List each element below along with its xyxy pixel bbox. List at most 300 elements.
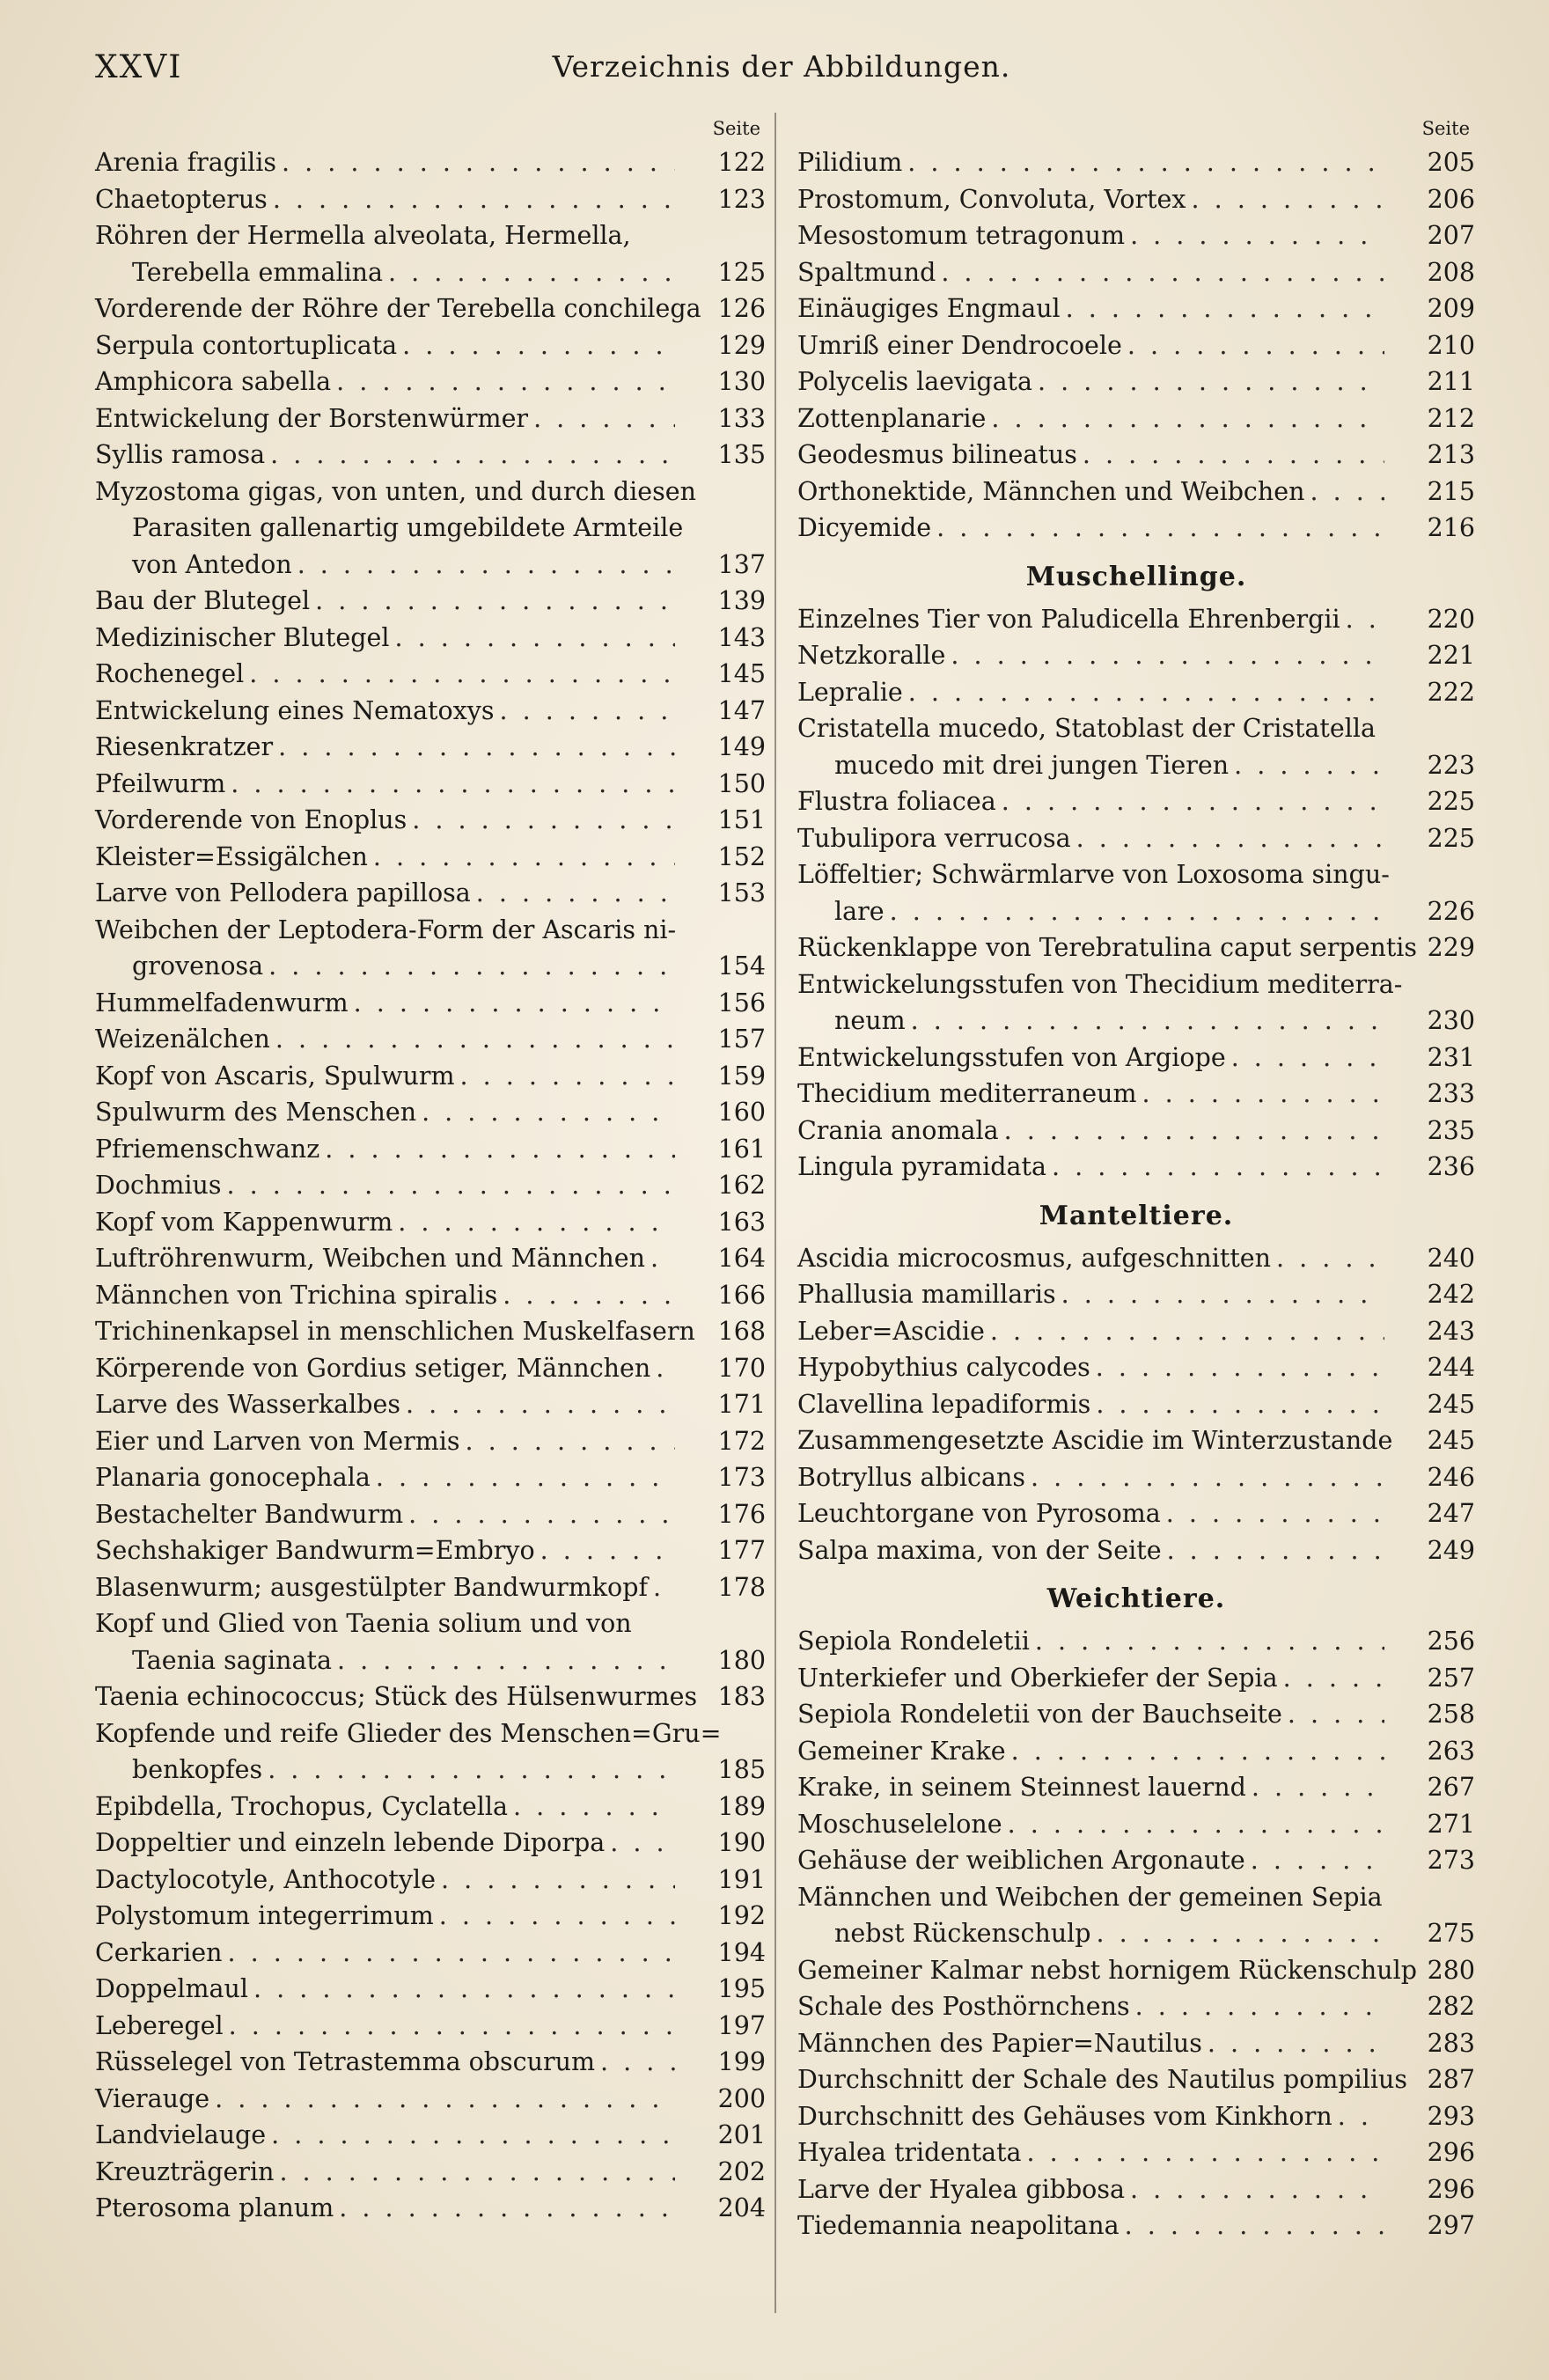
index-entry xyxy=(797,2061,1475,2098)
section-heading: Manteltiere. xyxy=(1039,1200,1234,1231)
index-entry xyxy=(95,400,766,437)
index-entry xyxy=(797,1313,1475,1350)
entry-page-number: 206 xyxy=(1427,184,1475,214)
entry-text: Leberegel xyxy=(95,2010,224,2040)
entry-page-number: 204 xyxy=(717,2193,766,2222)
dot-leader xyxy=(1011,1733,1384,1770)
entry-page-number: 297 xyxy=(1427,2211,1475,2240)
index-entry xyxy=(95,1825,766,1862)
section-heading: Weichtiere. xyxy=(1046,1583,1226,1614)
entry-text: Pfeilwurm xyxy=(95,768,226,798)
dot-leader xyxy=(1191,181,1384,218)
index-entry xyxy=(95,1131,766,1168)
entry-text: Einzelnes Tier von Paludicella Ehrenbergii xyxy=(797,604,1340,634)
entry-text: Weizenälchen xyxy=(95,1025,270,1054)
entry-text: lare xyxy=(834,896,885,926)
index-entry xyxy=(797,437,1475,474)
dot-leader xyxy=(907,144,1384,181)
entry-page-number: 231 xyxy=(1427,1042,1475,1072)
index-entry xyxy=(797,966,1475,1039)
index-entry xyxy=(797,1349,1475,1386)
dot-leader xyxy=(402,327,675,364)
entry-page-number: 230 xyxy=(1427,1006,1475,1035)
entry-text: Kopf von Ascaris, Spulwurm xyxy=(95,1061,455,1091)
entry-page-number: 205 xyxy=(1427,148,1475,177)
entry-page-number: 235 xyxy=(1427,1115,1475,1145)
index-entry xyxy=(95,1167,766,1204)
entry-text: Röhren der Hermella alveolata, Hermella, xyxy=(95,221,631,250)
entry-text: Kreuzträgerin xyxy=(95,2156,275,2186)
entry-page-number: 211 xyxy=(1427,367,1475,396)
index-entry xyxy=(95,1423,766,1460)
left-column xyxy=(95,113,766,2227)
index-entry xyxy=(797,1733,1475,1770)
entry-page-number: 152 xyxy=(717,841,766,871)
entry-page-number: 210 xyxy=(1427,330,1475,360)
dot-leader xyxy=(408,1496,675,1533)
dot-leader xyxy=(991,400,1384,437)
dot-leader xyxy=(297,547,675,584)
index-entry xyxy=(797,2207,1475,2244)
entry-text: von Antedon xyxy=(132,549,292,579)
dot-leader xyxy=(339,2190,675,2227)
index-entry xyxy=(95,1350,766,1387)
running-title: Verzeichnis der Abbildungen. xyxy=(552,49,1011,84)
entry-text: grovenosa xyxy=(132,951,264,981)
dot-leader xyxy=(1166,1495,1384,1532)
entry-page-number: 154 xyxy=(717,951,766,981)
entry-page-number: 185 xyxy=(717,1755,766,1784)
page-number: XXVI xyxy=(95,49,183,85)
entry-page-number: 180 xyxy=(717,1645,766,1675)
entry-page-number: 202 xyxy=(717,2156,766,2186)
index-entry xyxy=(95,2081,766,2118)
entry-text: Lepralie xyxy=(797,677,903,707)
dot-leader xyxy=(412,802,675,839)
dot-leader xyxy=(513,1789,675,1825)
entry-text: Dochmius xyxy=(95,1171,222,1200)
entry-text: Terebella emmalina xyxy=(132,257,384,287)
index-entry xyxy=(95,2190,766,2227)
entry-page-number: 151 xyxy=(717,805,766,834)
entry-text: Männchen von Trichina spiralis xyxy=(95,1280,498,1310)
dot-leader xyxy=(1096,1349,1384,1386)
entry-page-number: 153 xyxy=(717,878,766,907)
index-entry xyxy=(95,839,766,876)
seite-label: Seite xyxy=(1421,118,1470,139)
entry-text: Polycelis laevigata xyxy=(797,367,1033,396)
index-entry xyxy=(95,181,766,218)
index-entry xyxy=(797,1806,1475,1843)
index-entry xyxy=(797,1113,1475,1150)
index-entry xyxy=(95,474,766,584)
entry-text: Serpula contortuplicata xyxy=(95,330,398,360)
entry-text: Leuchtorgane von Pyrosoma xyxy=(797,1499,1161,1528)
index-entry xyxy=(797,2134,1475,2171)
entry-text: Vorderende der Röhre der Terebella conchilega xyxy=(95,294,701,323)
dot-leader xyxy=(1338,2098,1384,2135)
entry-text: Prostomum, Convoluta, Vortex xyxy=(797,184,1186,214)
dot-leader xyxy=(325,1131,675,1168)
entry-text: Gemeiner Kalmar nebst hornigem Rückenschulp xyxy=(797,1955,1417,1985)
entry-text: Entwickelung der Borstenwürmer xyxy=(95,403,529,433)
entry-text: Sepiola Rondeletii xyxy=(797,1627,1030,1656)
index-entry xyxy=(797,2171,1475,2208)
dot-leader xyxy=(376,1459,675,1496)
entry-page-number: 282 xyxy=(1427,1992,1475,2021)
entry-page-number: 207 xyxy=(1427,221,1475,250)
entry-page-number: 178 xyxy=(717,1572,766,1602)
dot-leader xyxy=(268,948,675,985)
dot-leader xyxy=(1127,327,1384,364)
entry-text: Zottenplanarie xyxy=(797,403,987,433)
dot-leader xyxy=(1083,437,1384,474)
index-entry xyxy=(95,729,766,766)
entry-text: Krake, in seinem Steinnest lauernd xyxy=(797,1773,1246,1802)
entry-page-number: 263 xyxy=(1427,1736,1475,1766)
entry-text: Gemeiner Krake xyxy=(797,1736,1006,1766)
index-entry xyxy=(95,1898,766,1935)
entry-page-number: 225 xyxy=(1427,823,1475,853)
index-entry xyxy=(797,1879,1475,1952)
index-entry xyxy=(797,400,1475,437)
dot-leader xyxy=(249,656,675,693)
entry-text: Luftröhrenwurm, Weibchen und Männchen xyxy=(95,1244,646,1273)
entry-page-number: 192 xyxy=(717,1901,766,1930)
dot-leader xyxy=(388,254,675,291)
dot-leader xyxy=(499,693,675,730)
entry-page-number: 145 xyxy=(717,659,766,688)
entry-page-number: 183 xyxy=(717,1682,766,1711)
entry-page-number: 229 xyxy=(1427,933,1475,962)
index-entry xyxy=(797,820,1475,857)
dot-leader xyxy=(653,1569,675,1606)
index-entry xyxy=(797,637,1475,674)
index-entry xyxy=(797,1660,1475,1697)
entry-page-number: 171 xyxy=(717,1390,766,1419)
entry-text: Crania anomala xyxy=(797,1115,999,1145)
entry-text: Rüsselegel von Tetrastemma obscurum xyxy=(95,2047,595,2076)
entry-text: Durchschnitt der Schale des Nautilus pompilius xyxy=(797,2065,1407,2094)
section-heading: Muschellinge. xyxy=(1025,561,1247,592)
index-entry xyxy=(797,510,1475,547)
index-entry xyxy=(95,144,766,181)
entry-page-number: 197 xyxy=(717,2010,766,2040)
dot-leader xyxy=(231,766,675,803)
dot-leader xyxy=(373,839,675,876)
page-header xyxy=(95,44,1468,97)
dot-leader xyxy=(1004,1113,1384,1150)
entry-page-number: 247 xyxy=(1427,1499,1475,1528)
entry-page-number: 244 xyxy=(1427,1353,1475,1382)
entry-text: Leber=Ascidie xyxy=(797,1316,985,1346)
entry-text: Larve von Pellodera papillosa xyxy=(95,878,471,907)
entry-page-number: 258 xyxy=(1427,1700,1475,1729)
dot-leader xyxy=(1231,1039,1384,1076)
dot-leader xyxy=(1002,783,1384,820)
index-entry xyxy=(797,1769,1475,1806)
entry-text: Myzostoma gigas, von unten, und durch diesen xyxy=(95,476,696,506)
entry-text: Parasiten gallenartig umgebildete Armteile xyxy=(132,513,684,542)
entry-page-number: 256 xyxy=(1427,1627,1475,1656)
index-entry xyxy=(95,1532,766,1569)
entry-page-number: 176 xyxy=(717,1499,766,1529)
index-entry xyxy=(95,1935,766,1972)
entry-page-number: 164 xyxy=(717,1244,766,1273)
entry-text: Taenia echinococcus; Stück des Hülsenwurmes xyxy=(95,1682,698,1711)
entry-page-number: 275 xyxy=(1427,1919,1475,1948)
index-entry xyxy=(95,1386,766,1423)
dot-leader xyxy=(315,583,675,620)
dot-leader xyxy=(540,1532,675,1569)
entry-text: Amphicora sabella xyxy=(95,367,332,396)
index-entry xyxy=(95,437,766,474)
index-entry xyxy=(797,474,1475,511)
entry-text: Entwickelungsstufen von Argiope xyxy=(797,1042,1226,1072)
index-entry xyxy=(95,875,766,912)
index-entry xyxy=(797,1842,1475,1879)
dot-leader xyxy=(1027,2134,1384,2171)
entry-page-number: 293 xyxy=(1427,2101,1475,2131)
dot-leader xyxy=(1061,1276,1384,1313)
index-entry xyxy=(95,2117,766,2154)
entry-page-number: 130 xyxy=(717,367,766,396)
entry-text: Hypobythius calycodes xyxy=(797,1353,1090,1382)
index-entry xyxy=(797,2098,1475,2135)
index-entry xyxy=(95,1715,766,1789)
dot-leader xyxy=(439,1898,675,1935)
entry-text: Taenia saginata xyxy=(132,1645,332,1675)
dot-leader xyxy=(1283,1660,1384,1697)
entry-page-number: 208 xyxy=(1427,257,1475,287)
dot-leader xyxy=(228,1935,675,1972)
dot-leader xyxy=(990,1313,1384,1350)
entry-text: Dactylocotyle, Anthocotyle xyxy=(95,1864,436,1894)
entry-text: Rückenklappe von Terebratulina caput serpentis xyxy=(797,933,1418,962)
entry-text: Polystomum integerrimum xyxy=(95,1901,434,1930)
index-entry xyxy=(797,364,1475,400)
entry-page-number: 147 xyxy=(717,695,766,725)
entry-page-number: 150 xyxy=(717,768,766,798)
dot-leader xyxy=(1125,2207,1384,2244)
entry-page-number: 125 xyxy=(717,257,766,287)
entry-page-number: 222 xyxy=(1427,677,1475,707)
entry-page-number: 271 xyxy=(1427,1809,1475,1839)
entry-page-number: 283 xyxy=(1427,2028,1475,2058)
index-entry xyxy=(95,802,766,839)
entry-text: Tubulipora verrucosa xyxy=(797,823,1071,853)
dot-leader xyxy=(1066,290,1384,327)
dot-leader xyxy=(406,1386,675,1423)
dot-leader xyxy=(1031,1459,1384,1496)
entry-page-number: 215 xyxy=(1427,476,1475,506)
entry-page-number: 163 xyxy=(717,1207,766,1237)
dot-leader xyxy=(279,2154,675,2191)
column-divider xyxy=(774,113,776,2313)
dot-leader xyxy=(278,729,675,766)
index-entry xyxy=(95,1277,766,1314)
entry-text: Bau der Blutegel xyxy=(95,586,311,615)
index-entry xyxy=(95,1971,766,2008)
entry-page-number: 149 xyxy=(717,732,766,761)
entry-text: Kopfende und reife Glieder des Menschen=Gru= xyxy=(95,1718,722,1748)
entry-text: Sepiola Rondeletii von der Bauchseite xyxy=(797,1700,1282,1729)
entry-text: Salpa maxima, von der Seite xyxy=(797,1535,1162,1565)
index-entry xyxy=(797,144,1475,181)
entry-text: Pilidium xyxy=(797,148,903,177)
index-entry xyxy=(95,2044,766,2081)
index-entry xyxy=(797,674,1475,711)
dot-leader xyxy=(336,364,675,400)
index-entry xyxy=(95,583,766,620)
entry-text: nebst Rückenschulp xyxy=(834,1919,1091,1948)
index-entry xyxy=(797,1459,1475,1496)
index-entry xyxy=(95,1240,766,1277)
right-section-list xyxy=(797,144,1475,2244)
index-entry xyxy=(95,656,766,693)
dot-leader xyxy=(1130,217,1384,254)
entry-text: Löffeltier; Schwärmlarve von Loxosoma singu- xyxy=(797,860,1390,889)
index-entry xyxy=(797,929,1475,966)
dot-leader xyxy=(941,254,1384,291)
entry-page-number: 225 xyxy=(1427,787,1475,816)
index-entry xyxy=(95,2154,766,2191)
entry-text: Entwickelungsstufen von Thecidium mediterra- xyxy=(797,969,1403,999)
index-entry xyxy=(797,1240,1475,1277)
index-entry xyxy=(797,601,1475,638)
entry-page-number: 173 xyxy=(717,1463,766,1492)
entry-page-number: 172 xyxy=(717,1426,766,1456)
dot-leader xyxy=(215,2081,675,2118)
entry-page-number: 162 xyxy=(717,1171,766,1200)
entry-text: Spaltmund xyxy=(797,257,936,287)
index-entry xyxy=(95,1021,766,1058)
entry-text: Kleister=Essigälchen xyxy=(95,841,368,871)
entry-page-number: 246 xyxy=(1427,1462,1475,1492)
entry-page-number: 212 xyxy=(1427,403,1475,433)
index-entry xyxy=(95,620,766,657)
dot-leader xyxy=(1038,364,1384,400)
entry-text: Vierauge xyxy=(95,2083,210,2113)
dot-leader xyxy=(422,1094,675,1131)
entry-text: benkopfes xyxy=(132,1755,263,1784)
entry-page-number: 160 xyxy=(717,1098,766,1127)
dot-leader xyxy=(1035,1623,1384,1660)
entry-page-number: 242 xyxy=(1427,1280,1475,1309)
index-entry xyxy=(95,2008,766,2045)
index-entry xyxy=(797,217,1475,254)
entry-text: Riesenkratzer xyxy=(95,732,274,761)
entry-page-number: 177 xyxy=(717,1536,766,1565)
index-entry xyxy=(797,2025,1475,2062)
index-entry xyxy=(95,912,766,985)
entry-page-number: 287 xyxy=(1427,2065,1475,2094)
index-entry xyxy=(95,1789,766,1825)
dot-leader xyxy=(908,674,1384,711)
entry-page-number: 201 xyxy=(717,2120,766,2149)
entry-page-number: 273 xyxy=(1427,1846,1475,1875)
index-entry xyxy=(797,1495,1475,1532)
entry-text: Dicyemide xyxy=(797,513,932,542)
entry-text: Larve der Hyalea gibbosa xyxy=(797,2174,1125,2204)
index-entry xyxy=(797,1276,1475,1313)
entry-text: Hummelfadenwurm xyxy=(95,988,349,1017)
index-entry xyxy=(95,364,766,400)
dot-leader xyxy=(354,985,675,1022)
entry-text: Lingula pyramidata xyxy=(797,1152,1046,1181)
entry-text: Spulwurm des Menschen xyxy=(95,1098,417,1127)
entry-text: Trichinenkapsel in menschlichen Muskelfasern xyxy=(95,1317,695,1346)
entry-page-number: 243 xyxy=(1427,1316,1475,1346)
dot-leader xyxy=(226,1167,675,1204)
entry-page-number: 135 xyxy=(717,440,766,469)
entry-text: Männchen und Weibchen der gemeinen Sepia xyxy=(797,1882,1383,1912)
entry-text: neum xyxy=(834,1006,906,1035)
dot-leader xyxy=(1052,1149,1384,1186)
entry-page-number: 296 xyxy=(1427,2174,1475,2204)
dot-leader xyxy=(656,1350,675,1387)
entry-page-number: 195 xyxy=(717,1974,766,2003)
entry-page-number: 166 xyxy=(717,1280,766,1310)
dot-leader xyxy=(610,1825,675,1862)
index-entry xyxy=(797,1039,1475,1076)
entry-page-number: 245 xyxy=(1427,1426,1475,1455)
entry-text: Hyalea tridentata xyxy=(797,2138,1022,2167)
entry-page-number: 249 xyxy=(1427,1535,1475,1565)
entry-text: Moschuselelone xyxy=(797,1809,1002,1839)
dot-leader xyxy=(650,1240,675,1277)
index-entry xyxy=(797,1149,1475,1186)
entry-page-number: 137 xyxy=(717,549,766,579)
entry-text: Entwickelung eines Nematoxys xyxy=(95,695,495,725)
entry-page-number: 257 xyxy=(1427,1663,1475,1693)
dot-leader xyxy=(1251,1842,1384,1879)
entry-page-number: 280 xyxy=(1427,1955,1475,1985)
entry-text: Blasenwurm; ausgestülpter Bandwurmkopf xyxy=(95,1572,648,1602)
entry-text: Zusammengesetzte Ascidie im Winterzustande xyxy=(797,1426,1393,1455)
dot-leader xyxy=(936,510,1384,547)
entry-text: Bestachelter Bandwurm xyxy=(95,1499,404,1529)
entry-text: Mesostomum tetragonum xyxy=(797,221,1126,250)
entry-page-number: 213 xyxy=(1427,440,1475,469)
index-entry xyxy=(95,1094,766,1131)
entry-page-number: 126 xyxy=(717,294,766,323)
entry-page-number: 296 xyxy=(1427,2138,1475,2167)
index-entry xyxy=(797,1623,1475,1660)
index-entry xyxy=(95,1569,766,1606)
index-entry xyxy=(797,856,1475,929)
dot-leader xyxy=(1142,1076,1384,1113)
entry-text: Cerkarien xyxy=(95,1937,223,1967)
entry-text: Unterkiefer und Oberkiefer der Sepia xyxy=(797,1663,1278,1693)
entry-text: Epibdella, Trochopus, Cyclatella xyxy=(95,1791,508,1821)
entry-page-number: 189 xyxy=(717,1791,766,1821)
entry-page-number: 156 xyxy=(717,988,766,1017)
dot-leader xyxy=(1288,1696,1384,1733)
entry-page-number: 236 xyxy=(1427,1152,1475,1181)
entry-text: Clavellina lepadiformis xyxy=(797,1389,1091,1419)
entry-text: Syllis ramosa xyxy=(95,440,266,469)
dot-leader xyxy=(282,144,675,181)
entry-text: Kopf vom Kappenwurm xyxy=(95,1207,393,1237)
entry-text: Landvielauge xyxy=(95,2120,267,2149)
dot-leader xyxy=(273,181,675,218)
entry-text: Sechshakiger Bandwurm=Embryo xyxy=(95,1536,535,1565)
dot-leader xyxy=(1234,747,1384,784)
dot-leader xyxy=(600,2044,675,2081)
dot-leader xyxy=(1008,1806,1384,1843)
dot-leader xyxy=(1346,601,1384,638)
